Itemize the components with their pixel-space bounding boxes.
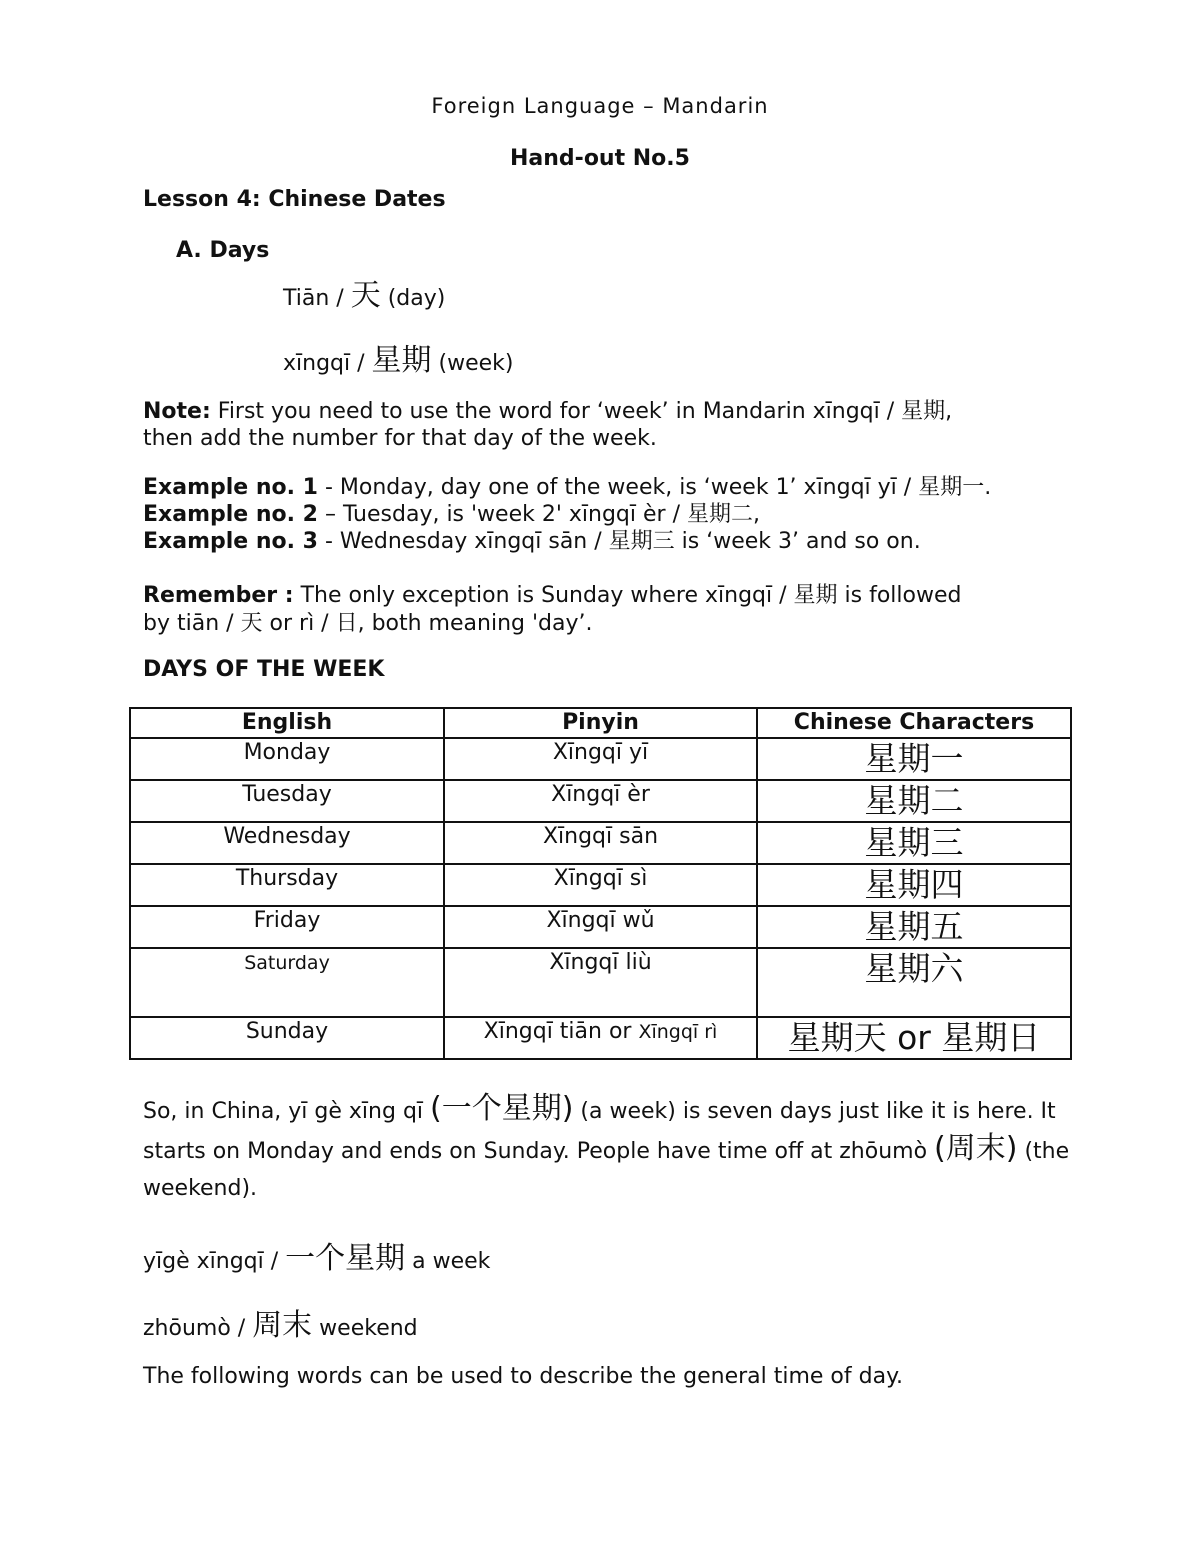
pinyin-cell: Xīngqī sì — [444, 864, 757, 906]
vocab-day — [283, 270, 445, 314]
note-label: Note: — [143, 399, 211, 424]
phrase-weekend — [143, 1300, 418, 1344]
phrase-gloss: a week — [405, 1249, 491, 1274]
pinyin-sunday-b: Xīngqī rì — [638, 1021, 718, 1043]
english-cell: Friday — [130, 906, 444, 948]
examples-block — [143, 474, 991, 555]
week-explanation-paragraph — [143, 1090, 1073, 1207]
vocab-week-gloss: (week) — [431, 351, 514, 376]
vocab-day-gloss: (day) — [380, 286, 446, 311]
english-cell: Thursday — [130, 864, 444, 906]
handout-title: Hand-out No.5 — [510, 146, 690, 171]
note-line-1 — [143, 398, 952, 425]
pinyin-cell: Xīngqī liù — [444, 948, 757, 1017]
example-1 — [143, 474, 991, 501]
paragraph-text: So, in China, yī gè xīng qī — [143, 1099, 431, 1124]
english-cell: Saturday — [130, 948, 444, 1017]
remember-paragraph — [143, 582, 961, 638]
remember-line-1 — [143, 582, 961, 610]
remember-line-2: by tiān / 天 or rì / 日, both meaning 'day’. — [143, 611, 593, 636]
english-cell: Sunday — [130, 1017, 444, 1059]
table-header-row — [130, 708, 1071, 738]
example-3 — [143, 528, 991, 555]
chinese-cell: 星期五 — [757, 906, 1071, 948]
section-heading-days: A. Days — [176, 238, 270, 263]
column-header-chinese: Chinese Characters — [757, 708, 1071, 738]
paragraph-hanzi-week: (一个星期) — [430, 1091, 574, 1126]
english-cell: Wednesday — [130, 822, 444, 864]
english-cell: Tuesday — [130, 780, 444, 822]
pinyin-cell: Xīngqī yī — [444, 738, 757, 780]
chinese-cell: 星期天 or 星期日 — [757, 1017, 1071, 1059]
pinyin-cell: Xīngqī sān — [444, 822, 757, 864]
pinyin-cell: Xīngqī èr — [444, 780, 757, 822]
table-row — [130, 906, 1071, 948]
note-line-2: then add the number for that day of the week. — [143, 426, 657, 451]
example-2 — [143, 501, 991, 528]
vocab-week-pinyin: xīngqī / — [283, 351, 372, 376]
paragraph-text: (a week) is seven days just like it is here. It starts on Monday and ends on Sunday. People have time off at zhōumò — [143, 1099, 1056, 1164]
phrase-hanzi: 周末 — [252, 1308, 313, 1343]
vocab-day-hanzi: 天 — [350, 278, 381, 313]
phrase-gloss: weekend — [312, 1316, 418, 1341]
column-header-english: English — [130, 708, 444, 738]
phrase-pinyin: zhōumò / — [143, 1316, 253, 1341]
table-row — [130, 738, 1071, 780]
paragraph-text: (the weekend). — [143, 1139, 1070, 1201]
note-paragraph — [143, 398, 952, 452]
days-of-week-heading: DAYS OF THE WEEK — [143, 657, 385, 682]
pinyin-sunday-a: Xīngqī tiān or — [483, 1019, 639, 1044]
example-text: - Wednesday xīngqī sān / 星期三 is ‘week 3’ and so on. — [317, 529, 921, 554]
column-header-pinyin: Pinyin — [444, 708, 757, 738]
subject-title: Foreign Language – Mandarin — [431, 94, 769, 118]
example-label: Example no. 3 — [143, 529, 318, 554]
chinese-cell: 星期二 — [757, 780, 1071, 822]
table-row — [130, 780, 1071, 822]
table-row — [130, 948, 1071, 1017]
lesson-title: Lesson 4: Chinese Dates — [143, 187, 446, 212]
chinese-cell: 星期四 — [757, 864, 1071, 906]
example-text: - Monday, day one of the week, is ‘week 1’ xīngqī yī / 星期一. — [317, 475, 992, 500]
vocab-week-hanzi: 星期 — [371, 343, 432, 378]
example-label: Example no. 1 — [143, 475, 318, 500]
remember-text-1: The only exception is Sunday where xīngqī / 星期 is followed — [293, 583, 962, 608]
days-table — [129, 707, 1072, 1060]
paragraph-hanzi-weekend: (周末) — [934, 1131, 1018, 1166]
phrase-a-week — [143, 1233, 490, 1277]
phrase-hanzi: 一个星期 — [285, 1241, 406, 1276]
phrase-pinyin: yīgè xīngqī / — [143, 1249, 286, 1274]
table-row — [130, 864, 1071, 906]
vocab-week — [283, 335, 513, 379]
example-label: Example no. 2 — [143, 502, 318, 527]
chinese-cell: 星期六 — [757, 948, 1071, 1017]
pinyin-cell — [444, 1017, 757, 1059]
example-text: – Tuesday, is 'week 2' xīngqī èr / 星期二, — [317, 502, 760, 527]
chinese-cell: 星期三 — [757, 822, 1071, 864]
vocab-day-pinyin: Tiān / — [283, 286, 351, 311]
note-text-1: First you need to use the word for ‘week’ in Mandarin xīngqī / 星期, — [210, 399, 953, 424]
table-row — [130, 1017, 1071, 1059]
chinese-cell: 星期一 — [757, 738, 1071, 780]
pinyin-cell: Xīngqī wǔ — [444, 906, 757, 948]
table-row — [130, 822, 1071, 864]
remember-label: Remember : — [143, 583, 294, 608]
closing-sentence: The following words can be used to describe the general time of day. — [143, 1364, 903, 1389]
english-cell: Monday — [130, 738, 444, 780]
